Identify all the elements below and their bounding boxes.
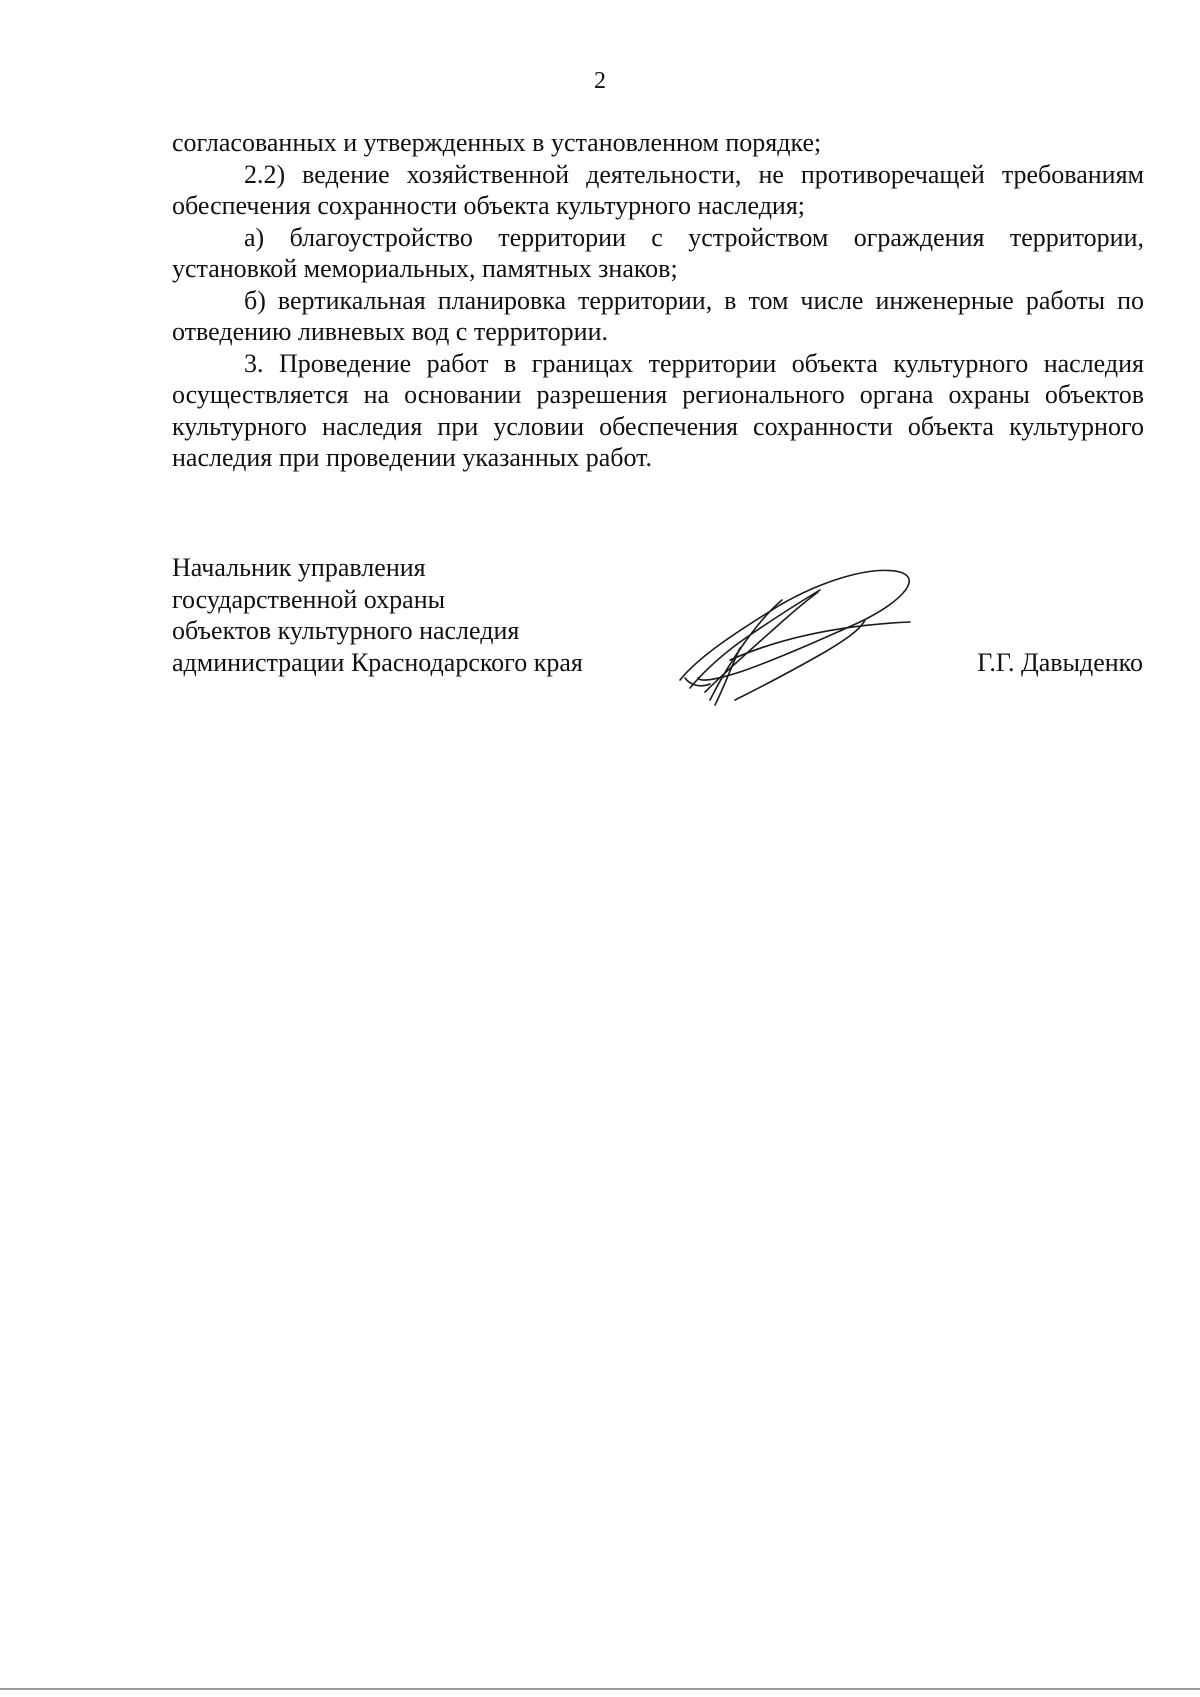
signatory-title bbox=[172, 552, 672, 678]
paragraph-continuation: согласованных и утвержденных в установленном порядке; bbox=[172, 128, 822, 157]
signatory-title-line: государственной охраны bbox=[172, 584, 446, 614]
bottom-rule bbox=[0, 1688, 1200, 1690]
signatory-title-line: администрации Краснодарского края bbox=[172, 647, 583, 677]
handwritten-signature bbox=[670, 560, 930, 710]
signatory-title-line: объектов культурного наследия bbox=[172, 616, 520, 645]
paragraph-item-3: 3. Проведение работ в границах территории объекта культурного наследия осуществляется на основании разрешения регионального органа охраны объектов культурного наследия при условии обеспечения сохранности объекта культурного наследия при проведении указанных работ. bbox=[172, 348, 1144, 472]
signatory-title-line: Начальник управления bbox=[172, 553, 426, 582]
paragraph-item-2-2: 2.2) ведение хозяйственной деятельности, не противоречащей требованиям обеспечения сохранности объекта культурного наследия; bbox=[172, 159, 1144, 220]
page-number: 2 bbox=[594, 68, 606, 94]
paragraph-item-a: а) благоустройство территории с устройством ограждения территории, установкой мемориальных, памятных знаков; bbox=[172, 222, 1144, 283]
paragraph-item-b: б) вертикальная планировка территории, в том числе инженерные работы по отведению ливневых вод с территории. bbox=[172, 285, 1144, 346]
document-body bbox=[172, 127, 1144, 474]
signatory-name: Г.Г. Давыденко bbox=[977, 648, 1143, 677]
